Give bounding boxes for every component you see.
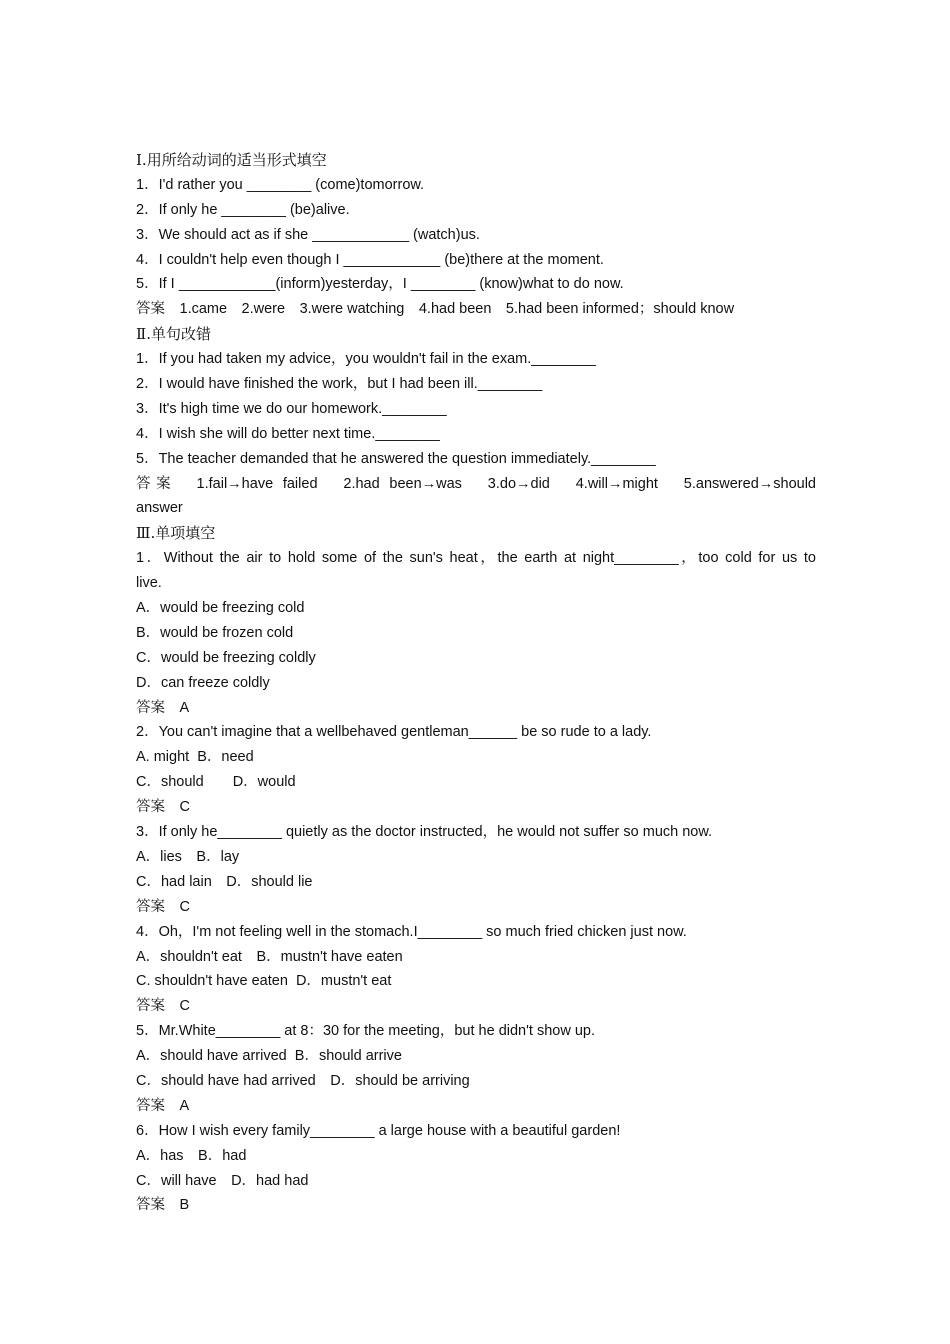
- question-4-options-cd: C. shouldn't have eaten D．mustn't eat: [136, 973, 392, 990]
- section-2-item-5: 5．The teacher demanded that he answered the question immediately.________: [136, 450, 656, 467]
- question-1-option-d: D．can freeze coldly: [136, 674, 270, 691]
- document-page: [136, 148, 816, 1218]
- question-6-options-ab: A．has B．had: [136, 1147, 247, 1164]
- section-2-item-4: 4．I wish she will do better next time.________: [136, 425, 440, 442]
- section-1-item-2: 2．If only he ________ (be)alive.: [136, 201, 350, 218]
- section-2-answer-continued: answer: [136, 500, 183, 517]
- question-4: 4．Oh，I'm not feeling well in the stomach.I________ so much fried chicken just now.: [136, 923, 687, 940]
- question-3-answer: 答案 C: [136, 898, 190, 915]
- question-4-options-ab: A．shouldn't eat B．mustn't have eaten: [136, 948, 403, 965]
- question-1-continued: live.: [136, 575, 162, 592]
- question-1-option-a: A．would be freezing cold: [136, 600, 305, 617]
- question-2-options-ab: A. might B．need: [136, 749, 254, 766]
- section-2-item-2: 2．I would have finished the work，but I had been ill.________: [136, 376, 543, 393]
- question-5-options-cd: C．should have had arrived D．should be arriving: [136, 1072, 470, 1089]
- section-2-item-3: 3．It's high time we do our homework.________: [136, 400, 447, 417]
- question-3-options-cd: C．had lain D．should lie: [136, 873, 313, 890]
- question-2: 2．You can't imagine that a wellbehaved gentleman______ be so rude to a lady.: [136, 724, 652, 741]
- section-3-heading: Ⅲ.单项填空: [136, 524, 216, 543]
- question-5-answer: 答案 A: [136, 1097, 190, 1114]
- section-1-heading: Ⅰ.用所给动词的适当形式填空: [136, 151, 327, 169]
- section-1-item-5: 5．If I ____________(inform)yesterday，I ________ (know)what to do now.: [136, 276, 624, 293]
- question-3-options-ab: A．lies B．lay: [136, 848, 240, 865]
- section-1-item-1: 1．I'd rather you ________ (come)tomorrow.: [136, 176, 425, 193]
- question-1: 1．Without the air to hold some of the sun's heat，the earth at night________，too cold for us to: [136, 550, 816, 567]
- question-6-options-cd: C．will have D．had had: [136, 1172, 309, 1189]
- question-6: 6．How I wish every family________ a large house with a beautiful garden!: [136, 1122, 621, 1139]
- question-2-answer: 答案 C: [136, 799, 190, 816]
- section-1-item-3: 3．We should act as if she ____________ (watch)us.: [136, 226, 480, 243]
- question-1-option-c: C．would be freezing coldly: [136, 649, 316, 666]
- question-5-options-ab: A．should have arrived B．should arrive: [136, 1048, 402, 1065]
- section-2-answer: 答案 1.fail→have failed 2.had been→was 3.do→did 4.will→might 5.answered→should: [136, 475, 816, 492]
- question-6-answer: 答案 B: [136, 1197, 190, 1214]
- section-1-answer: 答案 1.came 2.were 3.were watching 4.had been 5.had been informed；should know: [136, 301, 735, 318]
- section-1-item-4: 4．I couldn't help even though I ____________ (be)there at the moment.: [136, 251, 604, 268]
- question-1-answer: 答案 A: [136, 699, 190, 716]
- question-4-answer: 答案 C: [136, 998, 190, 1015]
- question-3: 3．If only he________ quietly as the doctor instructed，he would not suffer so much now.: [136, 824, 713, 841]
- question-2-options-cd: C．should D．would: [136, 774, 296, 791]
- question-5: 5．Mr.White________ at 8：30 for the meeting，but he didn't show up.: [136, 1023, 595, 1040]
- question-1-option-b: B．would be frozen cold: [136, 624, 294, 641]
- section-2-item-1: 1．If you had taken my advice，you wouldn't fail in the exam.________: [136, 351, 596, 368]
- section-2-heading: Ⅱ.单句改错: [136, 325, 211, 344]
